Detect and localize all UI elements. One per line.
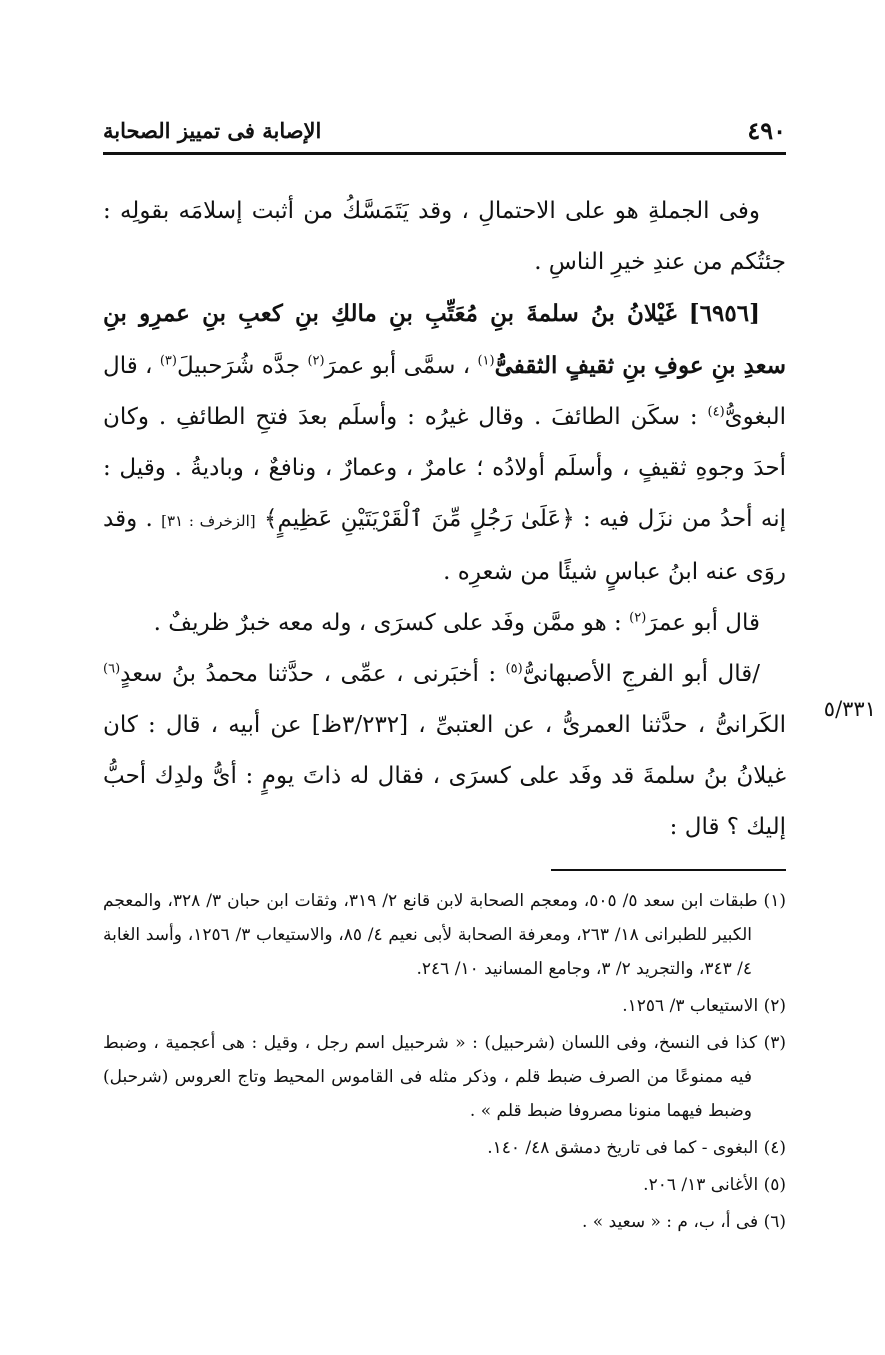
- footnote-ref-6: (٦): [103, 661, 121, 677]
- paragraph-1: وفى الجملةِ هو على الاحتمالِ ، وقد يَتَمَسَّكُ من أثبت إسلامَه بقولِه : جئتُكم من عندِ خيرِ الناسِ .: [103, 198, 786, 275]
- footnote-6: (٦) فى أ، ب، م : « سعيد » .: [581, 1212, 786, 1232]
- footnote-4: (٤) البغوى - كما فى تاريخ دمشق ٤٨/ ١٤٠.: [487, 1138, 786, 1158]
- quran-verse: ﴿عَلَىٰ رَجُلٍ مِّنَ ٱلْقَرْيَتَيْنِ عَظِيمٍ﴾: [263, 506, 575, 532]
- main-text: [103, 186, 786, 853]
- entry-heading: [٦٩٥٦] غَيْلانُ بنُ سلمةَ بنِ مُعَتِّبِ بنِ مالكِ بنِ كعبِ بنِ عمرِو بنِ سعدِ بنِ عوفِ بنِ ثقيفٍ الثقفىُّ: [103, 300, 786, 379]
- footnote-ref-2: (٢): [307, 353, 325, 369]
- footnote-5: (٥) الأغانى ١٣/ ٢٠٦.: [643, 1175, 786, 1195]
- footnote-ref-5: (٥): [505, 661, 523, 677]
- page-header: [103, 108, 786, 155]
- footnote-3: (٣) كذا فى النسخ، وفى اللسان (شرحبيل) : « شرحبيل اسم رجل ، وقيل : هى أعجمية ، وضبط فيه ممنوعًا من الصرف ضبط قلم ، وذكر مثله فى القاموس المحيط وتاج العروس (شرحبل) وضبط فيهما منونا مصروفا ضبط قلم » .: [103, 1033, 786, 1121]
- margin-volume-page-note: ٥/٣٣١: [823, 697, 876, 721]
- quran-citation: [الزخرف : ٣١]: [161, 512, 256, 530]
- footnote-ref-2b: (٢): [629, 610, 647, 626]
- entry-text-e: . وقد روَى عنه ابنُ عباسٍ شيئًا من شعرِه .: [103, 506, 786, 585]
- footnote-ref-3: (٣): [159, 353, 177, 369]
- entry-text-b: جدَّه شُرَحبيلَ: [176, 353, 308, 379]
- running-title: الإصابة فى تمييز الصحابة: [103, 117, 322, 143]
- footnotes: [103, 884, 786, 1242]
- footnote-ref-4: (٤): [707, 404, 725, 420]
- p4-text-c: الكَرانىُّ ، حدَّثنا العمرىُّ ، عن العتبىِّ ، [٣/٢٣٢ظ] عن أبيه ، قال : كان غيلانُ بنُ سلمةَ قد وفَد على كسرَى ، فقال له ذاتَ يومٍ : أىُّ ولدِك أحبُّ إليك ؟ قال :: [103, 712, 786, 840]
- p4-text-a: /قال أبو الفرجِ الأصبهانىُّ: [522, 661, 760, 687]
- paragraph-3: [103, 598, 786, 649]
- entry-text-c: ، قال البغوىُّ: [103, 353, 786, 430]
- footnote-ref-1: (١): [477, 353, 495, 369]
- p3-text-a: قال أبو عمرَ: [646, 610, 760, 636]
- entry-text-a: ، سمَّى أبو عمرَ: [324, 353, 478, 379]
- paragraph-4: [103, 649, 786, 853]
- footnote-divider: [551, 869, 786, 871]
- entry-text-d: : سكَن الطائفَ . وقال غيرُه : وأسلَم بعدَ فتحِ الطائفِ . وكان أحدَ وجوهِ ثقيفٍ ، وأسلَم أولادُه ؛ عامرٌ ، وعمارٌ ، ونافعٌ ، وباديةُ . وقيل : إنه أحدُ من نزَل فيه :: [103, 404, 786, 532]
- entry-6956: [103, 288, 786, 598]
- footnote-1: (١) طبقات ابن سعد ٥/ ٥٠٥، ومعجم الصحابة لابن قانع ٢/ ٣١٩، وثقات ابن حبان ٣/ ٣٢٨، والمعجم الكبير للطبرانى ١٨/ ٢٦٣، ومعرفة الصحابة لأبى نعيم ٤/ ٨٥، والاستيعاب ٣/ ١٢٥٦، وأسد الغابة ٤/ ٣٤٣، والتجريد ٢/ ٣، وجامع المسانيد ١٠/ ٢٤٦.: [103, 891, 786, 979]
- p3-text-b: : هو ممَّن وفَد على كسرَى ، وله معه خبرٌ ظريفٌ .: [153, 610, 630, 636]
- p4-text-b: : أخبَرنى ، عمِّى ، حدَّثنا محمدُ بنُ سعدٍ: [120, 661, 506, 687]
- footnote-2: (٢) الاستيعاب ٣/ ١٢٥٦.: [622, 996, 786, 1016]
- page-number: ٤٩٠: [747, 115, 786, 145]
